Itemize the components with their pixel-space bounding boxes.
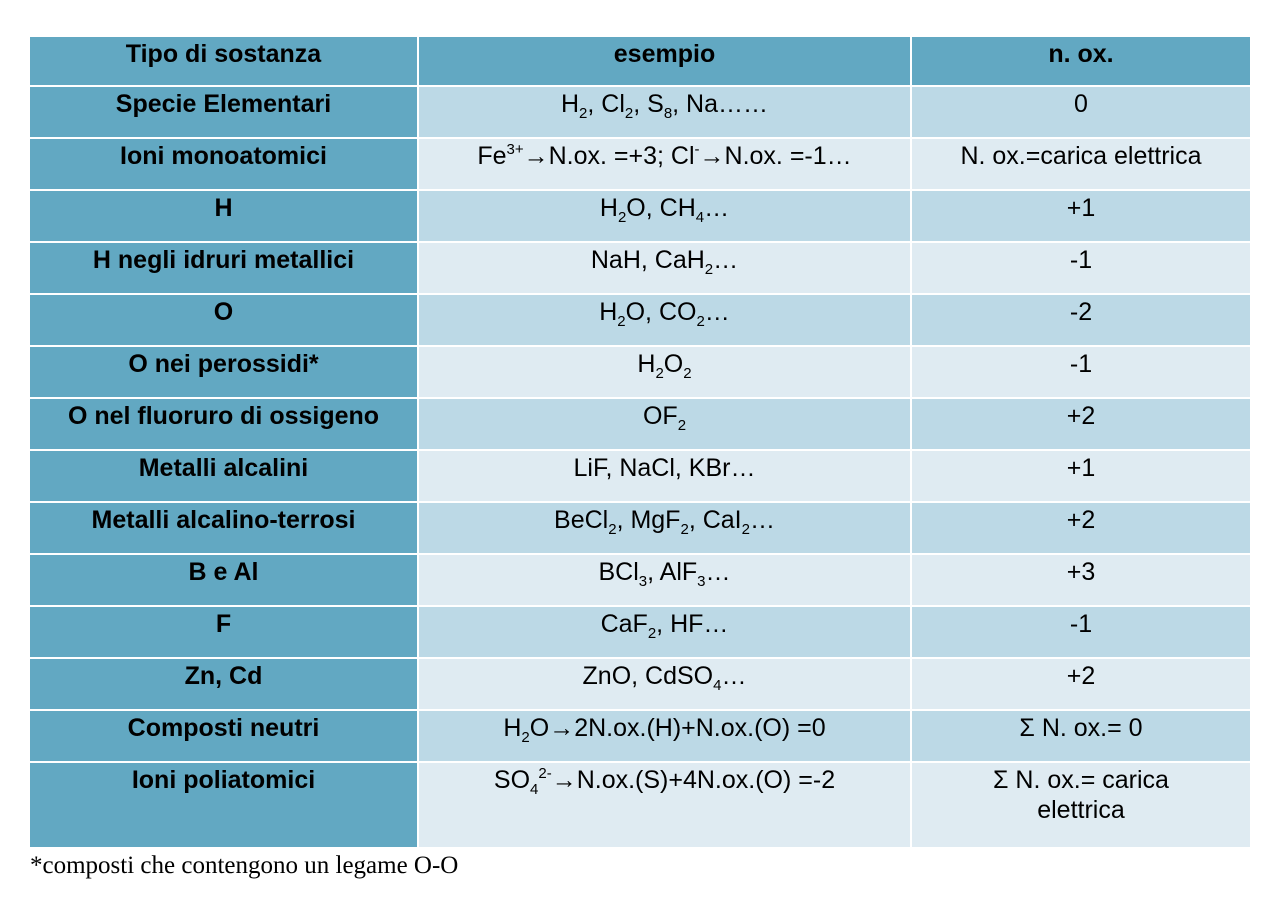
cell-tipo: Specie Elementari bbox=[29, 86, 418, 138]
table-row bbox=[29, 346, 1251, 398]
table-row bbox=[29, 450, 1251, 502]
formula-text: … bbox=[704, 194, 730, 222]
subscript: 2 bbox=[677, 417, 687, 434]
formula-text: H bbox=[599, 298, 618, 326]
formula-text: →N.ox. =+3; Cl bbox=[523, 142, 695, 170]
table-row bbox=[29, 710, 1251, 762]
formula-text: H bbox=[560, 90, 580, 118]
subscript: 4 bbox=[713, 677, 722, 694]
formula-text: … bbox=[749, 506, 775, 534]
table-row bbox=[29, 86, 1251, 138]
cell-tipo: O nel fluoruro di ossigeno bbox=[29, 398, 418, 450]
cell-nox: 0 bbox=[911, 86, 1251, 138]
table-body bbox=[29, 86, 1251, 848]
oxidation-number-table bbox=[28, 35, 1252, 849]
cell-esempio bbox=[418, 346, 911, 398]
formula-text: , Na…… bbox=[672, 90, 769, 118]
cell-esempio bbox=[418, 242, 911, 294]
footnote: *composti che contengono un legame O-O bbox=[30, 852, 459, 879]
subscript: 2 bbox=[624, 105, 634, 122]
nox-line: elettrica bbox=[1037, 796, 1125, 824]
table-header-row bbox=[29, 36, 1251, 86]
table-row bbox=[29, 554, 1251, 606]
cell-tipo: B e Al bbox=[29, 554, 418, 606]
cell-esempio bbox=[418, 294, 911, 346]
superscript: 2- bbox=[538, 765, 552, 782]
cell-nox: +1 bbox=[911, 450, 1251, 502]
cell-tipo: H negli idruri metallici bbox=[29, 242, 418, 294]
formula-text: O→2N.ox.(H)+N.ox.(O) =0 bbox=[529, 714, 826, 742]
formula-text: O bbox=[663, 350, 684, 378]
cell-nox: -1 bbox=[911, 242, 1251, 294]
header-nox: n. ox. bbox=[911, 36, 1251, 86]
header-tipo: Tipo di sostanza bbox=[29, 36, 418, 86]
cell-nox: N. ox.=carica elettrica bbox=[911, 138, 1251, 190]
superscript: 3+ bbox=[506, 141, 524, 158]
cell-nox bbox=[911, 762, 1251, 848]
formula-text: , HF… bbox=[656, 610, 729, 638]
formula-text: , MgF bbox=[616, 506, 681, 534]
cell-nox: -1 bbox=[911, 346, 1251, 398]
subscript: 2 bbox=[680, 521, 689, 538]
subscript: 2 bbox=[617, 313, 626, 330]
cell-esempio bbox=[418, 398, 911, 450]
cell-esempio bbox=[418, 190, 911, 242]
formula-text: OF bbox=[642, 402, 678, 430]
formula-text: … bbox=[713, 246, 739, 274]
cell-esempio bbox=[418, 138, 911, 190]
cell-nox: Σ N. ox.= 0 bbox=[911, 710, 1251, 762]
formula-text: ZnO, CdSO bbox=[582, 662, 714, 690]
cell-esempio bbox=[418, 762, 911, 848]
subscript: 2 bbox=[521, 729, 530, 746]
formula-text: LiF, NaCl, KBr… bbox=[573, 454, 756, 482]
formula-text: Fe bbox=[477, 142, 507, 170]
formula-text: O, CH bbox=[626, 194, 696, 222]
cell-nox: -1 bbox=[911, 606, 1251, 658]
formula-text: SO bbox=[493, 766, 531, 794]
formula-text: O, CO bbox=[625, 298, 697, 326]
formula-text: NaH, CaH bbox=[590, 246, 705, 274]
table-row bbox=[29, 658, 1251, 710]
subscript: 2 bbox=[704, 261, 714, 278]
formula-text: … bbox=[705, 558, 731, 586]
cell-esempio bbox=[418, 86, 911, 138]
formula-text: BCl bbox=[598, 558, 639, 586]
subscript: 8 bbox=[663, 105, 673, 122]
formula-text: H bbox=[637, 350, 656, 378]
formula-text: … bbox=[721, 662, 747, 690]
subscript: 2 bbox=[608, 521, 617, 538]
formula-text: H bbox=[503, 714, 522, 742]
subscript: 2 bbox=[579, 105, 588, 122]
header-esempio: esempio bbox=[418, 36, 911, 86]
cell-tipo: Metalli alcalini bbox=[29, 450, 418, 502]
superscript: - bbox=[694, 141, 700, 158]
cell-nox: +2 bbox=[911, 658, 1251, 710]
cell-nox: +2 bbox=[911, 502, 1251, 554]
formula-text: , AlF bbox=[647, 558, 698, 586]
formula-text: , Cl bbox=[587, 90, 625, 118]
cell-esempio bbox=[418, 710, 911, 762]
table-row bbox=[29, 502, 1251, 554]
subscript: 2 bbox=[683, 365, 692, 382]
subscript: 2 bbox=[617, 209, 627, 226]
formula-text: H bbox=[599, 194, 618, 222]
subscript: 2 bbox=[655, 365, 664, 382]
table-row bbox=[29, 762, 1251, 848]
table-row bbox=[29, 398, 1251, 450]
subscript: 4 bbox=[695, 209, 705, 226]
cell-esempio bbox=[418, 450, 911, 502]
table-row bbox=[29, 294, 1251, 346]
formula-text: →N.ox. =-1… bbox=[699, 142, 852, 170]
subscript: 3 bbox=[638, 573, 648, 590]
cell-tipo: Metalli alcalino-terrosi bbox=[29, 502, 418, 554]
cell-esempio bbox=[418, 554, 911, 606]
subscript: 4 bbox=[530, 781, 539, 798]
cell-tipo: H bbox=[29, 190, 418, 242]
table-row bbox=[29, 138, 1251, 190]
formula-text: , CaI bbox=[688, 506, 742, 534]
cell-nox: -2 bbox=[911, 294, 1251, 346]
cell-tipo: Zn, Cd bbox=[29, 658, 418, 710]
formula-text: →N.ox.(S)+4N.ox.(O) =-2 bbox=[551, 766, 836, 794]
cell-tipo: Composti neutri bbox=[29, 710, 418, 762]
formula-text: … bbox=[704, 298, 730, 326]
cell-tipo: Ioni monoatomici bbox=[29, 138, 418, 190]
table-row bbox=[29, 606, 1251, 658]
subscript: 2 bbox=[647, 625, 657, 642]
formula-text: CaF bbox=[600, 610, 648, 638]
cell-tipo: O nei perossidi* bbox=[29, 346, 418, 398]
subscript: 2 bbox=[696, 313, 705, 330]
subscript: 3 bbox=[697, 573, 706, 590]
table-row bbox=[29, 190, 1251, 242]
cell-tipo: O bbox=[29, 294, 418, 346]
cell-nox: +2 bbox=[911, 398, 1251, 450]
table-row bbox=[29, 242, 1251, 294]
formula-text: BeCl bbox=[554, 506, 609, 534]
cell-esempio bbox=[418, 658, 911, 710]
nox-line: Σ N. ox.= carica bbox=[993, 766, 1169, 794]
formula-text: , S bbox=[633, 90, 664, 118]
subscript: 2 bbox=[741, 521, 750, 538]
cell-esempio bbox=[418, 502, 911, 554]
cell-nox: +1 bbox=[911, 190, 1251, 242]
cell-tipo: Ioni poliatomici bbox=[29, 762, 418, 848]
cell-nox: +3 bbox=[911, 554, 1251, 606]
cell-tipo: F bbox=[29, 606, 418, 658]
cell-esempio bbox=[418, 606, 911, 658]
